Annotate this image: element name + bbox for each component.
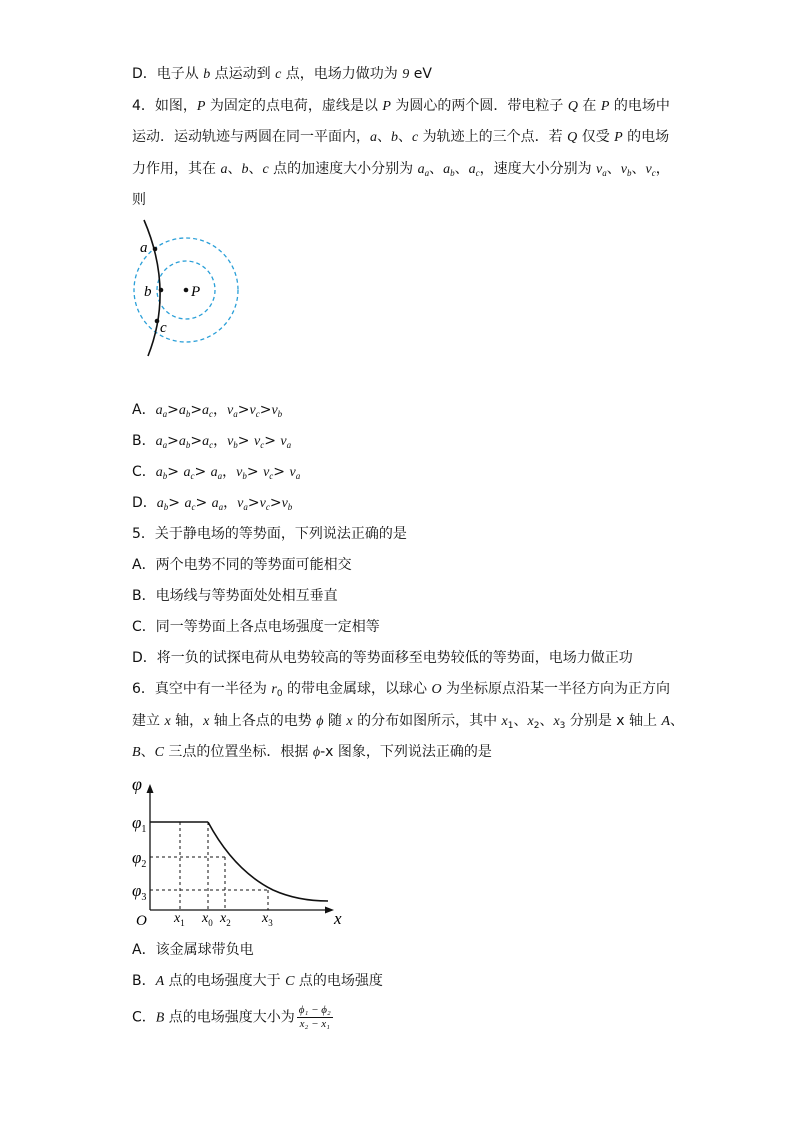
- field-strength-fraction: $\frac{\text{ϕ₁ − ϕ₂}}{\text{x₂ − x₁}}$: [298, 1004, 331, 1030]
- x3-tick-label: $x_3$: [262, 911, 273, 928]
- q3-option-d: D．电子从 b 点运动到 c 点，电场力做功为 9 eV: [132, 66, 432, 82]
- q4-stem-line-3: 力作用，其在 a、b、c 点的加速度大小分别为 $a_a$、$a_b$、$a_c$，速度大小分别为 $v_a$、$v_b$、$v_c$，: [132, 161, 670, 178]
- q4-option-c: C．$a_b> a_c> a_a$，$v_b> v_c> v_a$: [132, 464, 301, 481]
- q6-option-b: B．A 点的电场强度大于 C 点的电场强度: [132, 973, 383, 989]
- q5-option-b: B．电场线与等势面处处相互垂直: [132, 588, 338, 604]
- q5-option-d: D．将一负的试探电荷从电势较高的等势面移至电势较低的等势面，电场力做正功: [132, 650, 633, 666]
- q5-option-a: A．两个电势不同的等势面可能相交: [132, 557, 352, 573]
- q4-stem-line-2: 运动．运动轨迹与两圆在同一平面内，a、b、c 为轨迹上的三个点．若 Q 仅受 P 的电场: [132, 129, 670, 145]
- point-a-dot: [153, 247, 158, 252]
- x1-tick-label: $x_1$: [174, 911, 185, 928]
- x-axis-label: x: [334, 909, 342, 928]
- q6-phi-x-graph: [128, 770, 350, 930]
- label-c: c: [160, 320, 167, 336]
- phi-decay-curve: [208, 822, 328, 901]
- label-b: b: [144, 284, 152, 300]
- q4-stem-line-1: 4．如图，P 为固定的点电荷，虚线是以 P 为圆心的两个圆．带电粒子 Q 在 P 的电场中: [132, 98, 670, 114]
- y-axis-arrow: [147, 784, 154, 793]
- phi1-label: $\varphi_1$: [132, 813, 147, 835]
- origin-label: O: [136, 913, 147, 929]
- q4-figure: [128, 214, 248, 364]
- point-p-dot: [184, 288, 189, 293]
- phi2-label: $\varphi_2$: [132, 848, 147, 870]
- q5-stem: 5．关于静电场的等势面，下列说法正确的是: [132, 526, 407, 542]
- label-a: a: [140, 240, 148, 256]
- q6-stem-line-2: 建立 x 轴，x 轴上各点的电势 ϕ 随 x 的分布如图所示，其中 $x_1$、$x_2$、$x_3$ 分别是 x 轴上 A、: [132, 713, 685, 731]
- x-axis-arrow: [325, 907, 334, 914]
- q6-stem-line-3: B、C 三点的位置坐标．根据 ϕ-x 图象，下列说法正确的是: [132, 744, 492, 760]
- q4-option-a: A．$a_a>a_b>a_c$，$v_a>v_c>v_b$: [132, 402, 283, 419]
- point-b-dot: [159, 288, 164, 293]
- q6-option-c: C．B 点的电场强度大小为 $\frac{\text{ϕ₁ − ϕ₂}}{\text{x₂ − x₁}}$: [132, 1004, 331, 1030]
- x0-tick-label: $x_0$: [202, 911, 213, 928]
- q6-stem-line-1: 6．真空中有一半径为 $r_0$ 的带电金属球，以球心 O 为坐标原点沿某一半径方向为正方向: [132, 681, 671, 699]
- q6-option-a: A．该金属球带负电: [132, 942, 254, 958]
- q4-option-d: D．$a_b> a_c> a_a$，$v_a>v_c>v_b$: [132, 495, 293, 512]
- phi3-label: $\varphi_3$: [132, 881, 147, 903]
- x2-tick-label: $x_2$: [220, 911, 231, 928]
- label-p: P: [191, 284, 201, 300]
- q5-option-c: C．同一等势面上各点电场强度一定相等: [132, 619, 380, 635]
- q4-option-b: B．$a_a>a_b>a_c$，$v_b> v_c> v_a$: [132, 433, 292, 450]
- q4-stem-line-4: 则: [132, 192, 146, 208]
- point-c-dot: [155, 319, 160, 324]
- y-axis-label: φ: [132, 774, 142, 794]
